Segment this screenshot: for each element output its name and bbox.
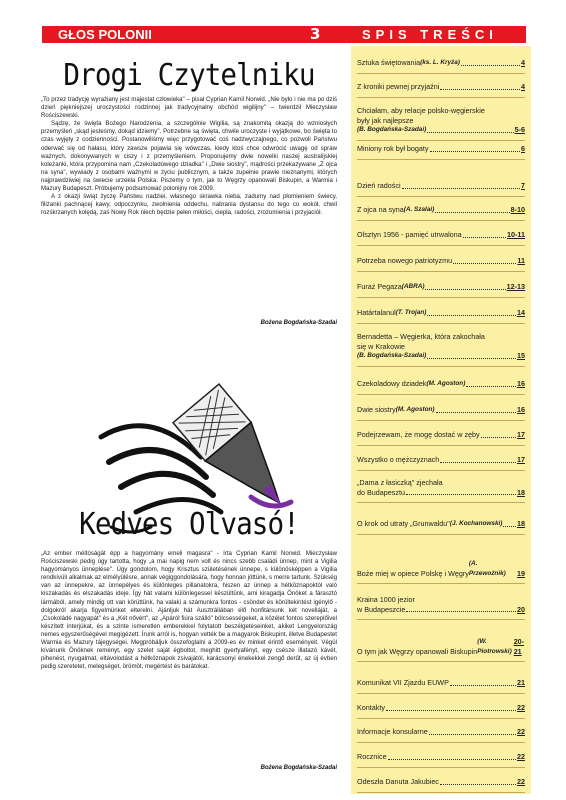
toc-entry-page: 4 bbox=[521, 82, 525, 91]
toc-entry[interactable] bbox=[357, 205, 525, 215]
toc-entry-title: Bernadetta – Węgierka, która zakochała bbox=[357, 332, 485, 341]
toc-entry-author: (A. Szalai) bbox=[403, 206, 435, 213]
toc-entry-title: Miniony rok był bogaty bbox=[357, 144, 429, 153]
toc-entry-page: 20-21 bbox=[513, 637, 525, 656]
toc-divider bbox=[357, 196, 525, 197]
toc-entry-author: (B. Bogdańska-Szadai) bbox=[357, 126, 427, 133]
toc-leader-dots bbox=[466, 386, 516, 387]
toc-entry-author: (T. Trojan) bbox=[395, 309, 427, 316]
toc-entry-author: (A. Przewoźnik) bbox=[468, 560, 506, 577]
toc-leader-dots bbox=[463, 237, 506, 238]
toc-leader-dots bbox=[406, 611, 516, 612]
toc-entry[interactable] bbox=[357, 595, 525, 614]
toc-leader-dots bbox=[440, 462, 516, 463]
table-of-contents bbox=[351, 46, 531, 794]
toc-divider bbox=[357, 245, 525, 246]
signature-hungarian: Bożena Bogdańska-Szadai bbox=[260, 765, 337, 771]
toc-entry-title: Rocznice bbox=[357, 752, 387, 761]
toc-divider bbox=[357, 73, 525, 74]
toc-entry[interactable] bbox=[357, 777, 525, 787]
toc-divider bbox=[357, 159, 525, 160]
toc-leader-dots bbox=[481, 437, 516, 438]
toc-entry-title: do Budapesztu bbox=[357, 487, 405, 497]
toc-entry-title: w Budapeszcie bbox=[357, 604, 406, 614]
toc-entry-author: (ks. L. Kryża) bbox=[420, 59, 460, 66]
toc-entry-title: Kraina 1000 jezior bbox=[357, 595, 415, 604]
toc-entry[interactable] bbox=[357, 752, 525, 762]
toc-entry-page: 6 bbox=[521, 144, 525, 153]
toc-divider bbox=[357, 220, 525, 221]
toc-leader-dots bbox=[388, 759, 516, 760]
toc-entry[interactable] bbox=[357, 82, 525, 92]
toc-entry-page: 16 bbox=[517, 405, 525, 414]
toc-entry-author: (M. Agoston) bbox=[395, 406, 435, 413]
toc-divider bbox=[357, 693, 525, 694]
toc-entry-title: Sztuka świętowania bbox=[357, 58, 421, 67]
toc-leader-dots bbox=[429, 734, 516, 735]
toc-divider bbox=[357, 271, 525, 272]
toc-leader-dots bbox=[503, 526, 516, 527]
toc-divider bbox=[357, 502, 525, 503]
toc-entry-page: 10-11 bbox=[507, 230, 525, 239]
magazine-title: GŁOS POLONII bbox=[58, 27, 152, 42]
toc-entry-page: 18 bbox=[517, 487, 525, 497]
signature-polish: Bożena Bogdańska-Szadai bbox=[260, 320, 337, 326]
paragraph: Sądzę, że święta Bożego Narodzenia, a szczególnie Wigilia, są znakomitą okazją do wzniosłych przemyśleń „skąd jesteśmy, dokąd idziemy". Potrzebne są święta, chwile uroczyste i wyjątkowe, bo święta to czas wyjęty z codzienności. Postanowiliśmy więc przygotować coś nadzwyczajnego, co pozwoli Państwu oderwać się od hałasu, który zawsze pojawia się wówczas, kiedy ktoś chce odwrócić uwagę od spraw ważnych, dokonywanych w ciszy i z przemyśleniem. Proponujemy dwie nowelki naszej australijskiej koleżanki, która przypomina nam „Czekoladowego dziadka" i „Dwie siostry", mądrości przekazywane „Z ojca na syna", wywiady z osobami ważnymi w życiu publicznym, a także zupełnie prawie nieznanymi, których najprawdziwiej na świecie urzekła Polska. Piszemy o tym, jak to Węgrzy opanowali Biskupin, a Warmia i Mazury Budapeszt. Próbujemy podsumować polonijny rok 2009. bbox=[41, 120, 337, 193]
toc-leader-dots bbox=[436, 412, 516, 413]
toc-divider bbox=[357, 140, 525, 141]
toc-entry-page: 22 bbox=[517, 703, 525, 712]
toc-divider bbox=[357, 394, 525, 395]
paragraph: „To przez tradycję wyrażiany jest majestat człowieka" – pisał Cyprian Kamil Norwid. „Nie było i nie ma po dziś dzień piękniejszej uroczystości rodzinnej jak tradycyjnalny obchód wigilijny" – twierdził Mieczysław Rościszewski. bbox=[41, 96, 337, 120]
toc-entry-title: Z ojca na syna bbox=[357, 205, 404, 214]
toc-entry-page: 22 bbox=[517, 777, 525, 786]
toc-leader-dots bbox=[450, 685, 516, 686]
toc-entry-title: Határtalanul bbox=[357, 308, 396, 317]
toc-leader-dots bbox=[435, 212, 509, 213]
toc-entry[interactable] bbox=[357, 637, 525, 656]
toc-entry[interactable] bbox=[357, 144, 525, 154]
toc-entry-title: Komunikat VII Zjazdu EUWP bbox=[357, 678, 449, 687]
toc-entry-title: Chciałam, aby relacje polsko-węgierskie bbox=[357, 106, 485, 115]
toc-entry-author: (M. Agoston) bbox=[426, 380, 466, 387]
toc-entry-title: Olsztyn 1956 - pamięć utrwalona bbox=[357, 230, 462, 239]
toc-entry-title: Furaż Pegaza bbox=[357, 282, 402, 291]
toc-entry-title: O tym jak Węgrzy opanowali Biskupin bbox=[357, 646, 478, 656]
toc-entry[interactable] bbox=[357, 430, 525, 440]
toc-entry-title: „Dama z łasiczką" zjechała bbox=[357, 478, 443, 487]
page-number: 3 bbox=[310, 25, 321, 43]
toc-entry[interactable] bbox=[357, 256, 525, 266]
toc-entry-author: (J. Kochanowski) bbox=[449, 520, 503, 527]
toc-divider bbox=[357, 420, 525, 421]
toc-entry-page: 16 bbox=[517, 379, 525, 388]
toc-entry[interactable] bbox=[357, 106, 525, 135]
toc-leader-dots bbox=[406, 494, 516, 495]
toc-leader-dots bbox=[427, 315, 516, 316]
toc-entry-page: 4 bbox=[521, 58, 525, 67]
toc-entry-author: (W. Piotrowski) bbox=[477, 638, 512, 655]
toc-leader-dots bbox=[427, 132, 513, 133]
toc-divider bbox=[357, 718, 525, 719]
toc-entry[interactable] bbox=[357, 58, 525, 68]
toc-entry-page: 17 bbox=[517, 455, 525, 464]
toc-entry[interactable] bbox=[357, 727, 525, 737]
toc-entry-page: 17 bbox=[517, 430, 525, 439]
toc-entry-page: 19 bbox=[517, 568, 525, 578]
toc-divider bbox=[357, 661, 525, 662]
toc-entry[interactable] bbox=[357, 678, 525, 688]
paragraph: „Az ember méltóságát épp a hagyomány emeli magasra" - írta Cyprian Kamil Norwid. Mieczysław Rościszewski pedig úgy tartotta, hogy „a mai napig nem volt és nincs szebb családi ünnep, mint a Vigilia hagyományos ünneplése". Úgy gondolom, hogy Krisztus születésének ünnepe, s különösképpen a Vigília rendkívüli alkalmak az elmélyülésre, annak végiggondolására, hogy honnan jöttünk, s merre tartunk. Szükség van az ünnepekre, az ünnepélyes és különleges pillanatokra, hiszen az ünnep a hétköznapoktól való kiszakadás és elszakadás ideje. Így hát valami különlegessel készültünk, ami kiragadja Önöket a fárasztó lármából, amely mindig ott van körüttünk, ha valaki a számunkra fontos - csöndet és körültekintést igénylő - dolgokról akarja figyelmünket elterelni. Ajánljuk hát Ausztráliában élő honfitársunk két novelláját, a „Csokoládé nagyapát" és a „Két nővért", az „Apáról fiúra szálló" bölcsességeket, a közélet fontos szereplőivel készített interjúkat, és a szinte ismeretlen emberekkel folytatott beszélgetéseinket, akiket Lengyelország nemes egyszerűségével megigézett. Írunk arról is, hogyan vették be a magyarok Biskupint, illetve Budapestet Warmia és Mazury tájegységei. Megpróbáljuk összefoglalni a 2009-es év minket érintő eseményeit. Végül kívánunk Önöknek reményt, egy szelet saját égboltot, meghitt gyertyafényt, egy csésze illatazó kávét, pihenést, nyugalmat, eltávolodást a hétköznapok zsivajától, karácsonyi énekekkel zengő derűt, az új évben pedig szeretetet, melegséget, örömöt, megértést és barátokat. bbox=[41, 550, 337, 671]
article-title-hungarian: Kedves Olvasó! bbox=[79, 507, 299, 542]
toc-entry[interactable] bbox=[357, 230, 525, 240]
toc-leader-dots bbox=[402, 188, 520, 189]
toc-entry[interactable] bbox=[357, 405, 525, 415]
toc-entry-page: 7 bbox=[521, 181, 525, 190]
toc-divider bbox=[357, 534, 525, 535]
toc-leader-dots bbox=[427, 358, 516, 359]
toc-entry[interactable] bbox=[357, 455, 525, 465]
article-body-polish bbox=[41, 96, 337, 217]
toc-entry[interactable] bbox=[357, 519, 525, 529]
toc-entry-title: Dwie siostry bbox=[357, 405, 396, 414]
toc-entry-title: się w Krakowie bbox=[357, 341, 405, 351]
toc-entry-page: 21 bbox=[517, 678, 525, 687]
toc-entry-title: Z kroniki pewnej przyjaźni bbox=[357, 82, 440, 91]
toc-divider bbox=[357, 742, 525, 743]
toc-entry-page: 20 bbox=[517, 604, 525, 614]
toc-leader-dots bbox=[425, 289, 505, 290]
toc-divider bbox=[357, 767, 525, 768]
toc-entry[interactable] bbox=[357, 332, 525, 361]
toc-entry-title: Podejrzewam, że mogę dostać w zęby bbox=[357, 430, 480, 439]
toc-leader-dots bbox=[440, 89, 520, 90]
toc-entry-page: 12-13 bbox=[506, 282, 525, 291]
toc-divider bbox=[357, 297, 525, 298]
toc-divider bbox=[357, 366, 525, 367]
toc-entry[interactable] bbox=[357, 308, 525, 318]
toc-leader-dots bbox=[461, 65, 520, 66]
toc-entry-page: 11 bbox=[517, 256, 525, 265]
toc-entry-page: 22 bbox=[517, 727, 525, 736]
toc-entry[interactable] bbox=[357, 559, 525, 578]
toc-leader-dots bbox=[453, 263, 516, 264]
toc-entry-title: Wszystko o mężczyznach bbox=[357, 455, 440, 464]
toc-entry[interactable] bbox=[357, 703, 525, 713]
article-title-polish: Drogi Czytelniku bbox=[63, 58, 315, 93]
toc-divider bbox=[357, 619, 525, 620]
toc-divider bbox=[357, 470, 525, 471]
toc-entry-page: 22 bbox=[517, 752, 525, 761]
toc-leader-dots bbox=[440, 784, 516, 785]
toc-divider bbox=[357, 583, 525, 584]
toc-entry-page: 15 bbox=[517, 351, 525, 360]
toc-leader-dots bbox=[430, 151, 520, 152]
toc-entry-author: (B. Bogdańska-Szadai) bbox=[357, 352, 427, 359]
toc-entry-page: 18 bbox=[517, 519, 525, 528]
section-title: SPIS TREŚCI bbox=[362, 27, 498, 42]
toc-entry-author: (ABRA) bbox=[401, 283, 425, 290]
toc-entry-title: Czekoladowy dziadek bbox=[357, 379, 427, 388]
toc-entry[interactable] bbox=[357, 478, 525, 497]
toc-entry-title: O krok od utraty „Grunwaldu" bbox=[357, 519, 450, 528]
toc-divider bbox=[357, 97, 525, 98]
toc-entry-page: 8-10 bbox=[510, 205, 525, 214]
toc-entry-page: 5-6 bbox=[514, 125, 525, 134]
toc-entry-title: Odeszła Danuta Jakubiec bbox=[357, 777, 439, 786]
toc-entry[interactable] bbox=[357, 379, 525, 389]
toc-entry-title: Dzień radości bbox=[357, 181, 401, 190]
header-bar bbox=[42, 26, 526, 43]
toc-leader-dots bbox=[386, 710, 516, 711]
toc-divider bbox=[357, 445, 525, 446]
paragraph: A z okazji świąt życzę Państwu nadziei, własnego skrawka nieba, zadumy nad płomieniem świecy, filiżanki pachnącej kawy, odpoczynku, zwolnienia oddechu, nabrania dystansu do tego co wokół, chwil rozśkrzanych kolędą, zaś Nowy Rok niech będzie pełen miłości, ciepła, radości, zrozumienia i przyjaciół. bbox=[41, 193, 337, 217]
toc-entry-title: Informacje konsularne bbox=[357, 727, 428, 736]
toc-divider bbox=[357, 323, 525, 324]
toc-entry[interactable] bbox=[357, 181, 525, 191]
toc-entry-title: Boże miej w opiece Polskę i Węgry bbox=[357, 568, 469, 578]
toc-entry-page: 14 bbox=[517, 308, 525, 317]
toc-entry-title: Potrzeba nowego patriotyzmu bbox=[357, 256, 453, 265]
toc-divider bbox=[357, 792, 525, 793]
toc-entry-title: Kontakty bbox=[357, 703, 385, 712]
toc-entry-title: były jak najlepsze bbox=[357, 115, 414, 125]
article-body-hungarian bbox=[41, 550, 337, 671]
toc-entry[interactable] bbox=[357, 282, 525, 292]
